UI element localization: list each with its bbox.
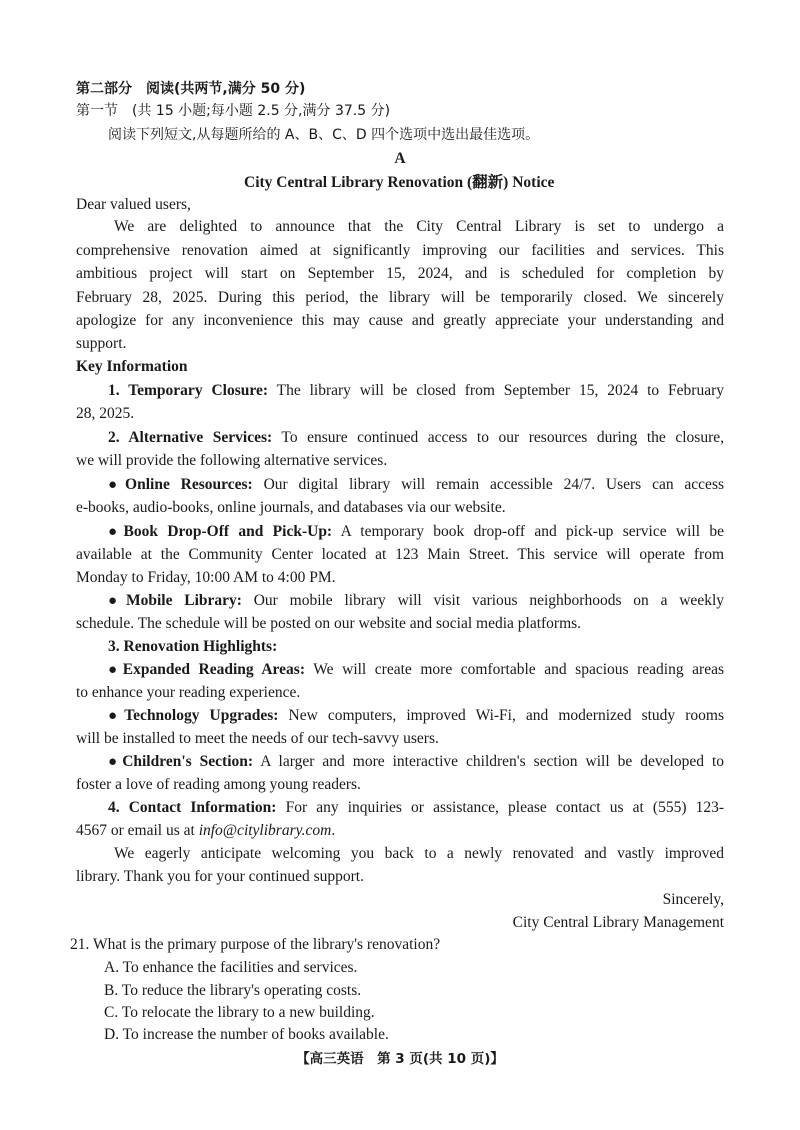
contact-label: 4. Contact Information: — [108, 799, 277, 816]
children-text: foster a love of reading among young readers. — [76, 776, 361, 793]
online-label: Online Resources: — [125, 476, 253, 493]
option-a: A. To enhance the facilities and services. — [104, 959, 358, 976]
tech-label: Technology Upgrades: — [124, 707, 279, 724]
intro-line: apologize for any inconvenience this may cause and greatly appreciate your understanding and — [76, 312, 724, 329]
dropoff-text: available at the Community Center located at 123 Main Street. This service will operate from — [76, 546, 724, 563]
intro-line: ambitious project will start on September 15, 2024, and is scheduled for completion by — [76, 265, 724, 282]
instructions: 阅读下列短文,从每题所给的 A、B、C、D 四个选项中选出最佳选项。 — [108, 127, 540, 143]
intro-line: February 28, 2025. During this period, the library will be temporarily closed. We sincerely — [76, 289, 724, 306]
dropoff-item: ●Book Drop-Off and Pick-Up: A temporary book drop-off and pick-up service will be — [108, 523, 725, 540]
option-c: C. To relocate the library to a new building. — [104, 1004, 375, 1021]
option-d: D. To increase the number of books available. — [104, 1026, 389, 1043]
children-item: ●Children's Section: A larger and more interactive children's section will be developed to — [108, 753, 725, 770]
mobile-text: schedule. The schedule will be posted on our website and social media platforms. — [76, 615, 582, 632]
bullet-icon: ● — [108, 754, 122, 770]
bullet-icon: ● — [108, 477, 125, 493]
key-info-heading: Key Information — [76, 358, 188, 375]
intro-line: We are delighted to announce that the City Central Library is set to undergo a — [114, 218, 724, 235]
signoff: Sincerely, — [662, 891, 724, 908]
children-label: Children's Section: — [122, 753, 254, 770]
highlights-label: 3. Renovation Highlights: — [108, 638, 278, 655]
reading-item: ●Expanded Reading Areas: We will create more comfortable and spacious reading areas — [108, 661, 725, 678]
question-stem: 21. What is the primary purpose of the library's renovation? — [70, 936, 441, 953]
mobile-label: Mobile Library: — [125, 592, 242, 609]
online-text: e-books, audio-books, online journals, and databases via our website. — [76, 499, 506, 516]
contact-text: 4567 or email us at info@citylibrary.com. — [76, 822, 336, 839]
email-link: info@citylibrary.com — [198, 822, 332, 839]
reading-text: to enhance your reading experience. — [76, 684, 301, 701]
bullet-icon: ● — [108, 524, 123, 540]
bullet-icon: ● — [108, 662, 122, 678]
alternative-item: 2. Alternative Services: To ensure continued access to our resources during the closure, — [108, 429, 724, 446]
option-b: B. To reduce the library's operating costs. — [104, 982, 362, 999]
part-title: 第二部分 阅读(共两节,满分 50 分) — [76, 81, 306, 97]
passage-label: A — [394, 150, 406, 167]
bullet-icon: ● — [108, 593, 125, 609]
closing-line: library. Thank you for your continued support. — [76, 868, 364, 885]
greeting: Dear valued users, — [76, 196, 191, 213]
dropoff-label: Book Drop-Off and Pick-Up: — [123, 523, 333, 540]
online-item: ●Online Resources: Our digital library will remain accessible 24/7. Users can access — [108, 476, 725, 493]
dropoff-text: Monday to Friday, 10:00 AM to 4:00 PM. — [76, 569, 336, 586]
intro-line: support. — [76, 335, 127, 352]
tech-text: will be installed to meet the needs of our tech-savvy users. — [76, 730, 439, 747]
section-title: 第一节 (共 15 小题;每小题 2.5 分,满分 37.5 分) — [76, 103, 391, 119]
closure-text: 28, 2025. — [76, 405, 135, 422]
reading-label: Expanded Reading Areas: — [122, 661, 305, 678]
mobile-item: ●Mobile Library: Our mobile library will visit various neighborhoods on a weekly — [108, 592, 724, 609]
closure-item: 1. Temporary Closure: The library will be closed from September 15, 2024 to February — [108, 382, 724, 399]
closure-label: 1. Temporary Closure: — [108, 382, 268, 399]
passage-title: City Central Library Renovation (翻新) Notice — [244, 174, 555, 191]
alternative-text: we will provide the following alternative services. — [76, 452, 388, 469]
closing-line: We eagerly anticipate welcoming you back to a newly renovated and vastly improved — [114, 845, 724, 862]
alternative-label: 2. Alternative Services: — [108, 429, 273, 446]
contact-item: 4. Contact Information: For any inquiries or assistance, please contact us at (555) 123- — [108, 799, 724, 816]
bullet-icon: ● — [108, 708, 124, 724]
intro-line: comprehensive renovation aimed at significantly improving our facilities and services. This — [76, 242, 724, 259]
page-footer: 【高三英语 第 3 页(共 10 页)】 — [296, 1051, 504, 1067]
tech-item: ●Technology Upgrades: New computers, improved Wi-Fi, and modernized study rooms — [108, 707, 725, 724]
signature: City Central Library Management — [512, 914, 724, 931]
